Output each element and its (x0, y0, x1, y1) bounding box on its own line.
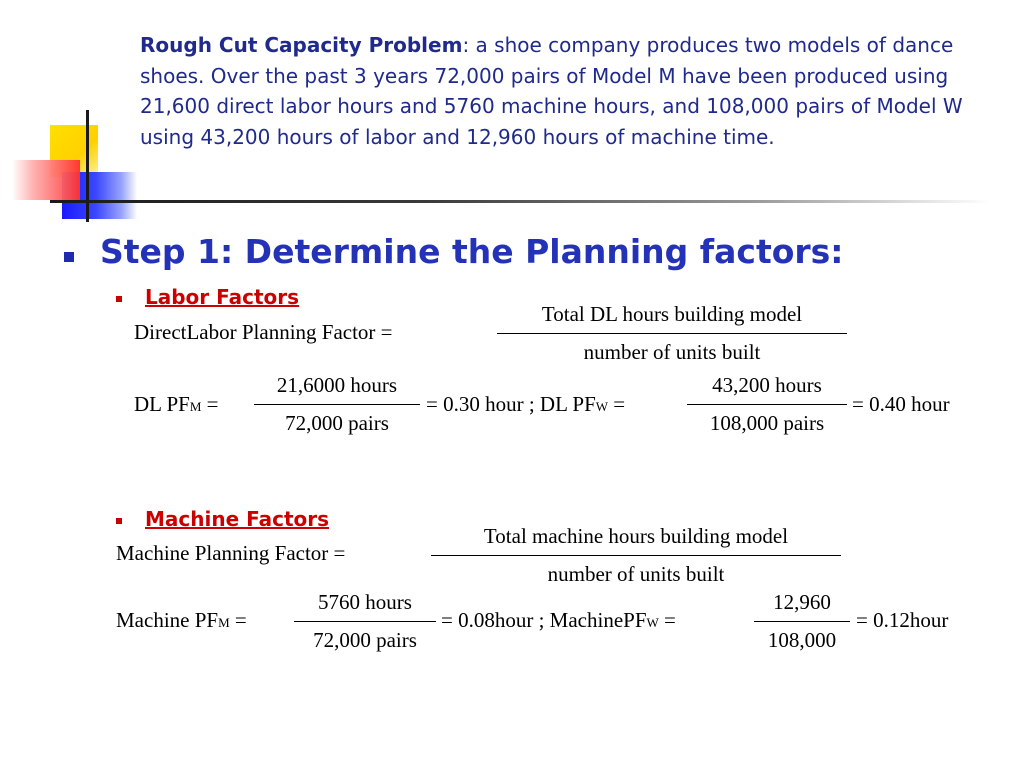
labor-def-fraction (497, 302, 847, 365)
labor-def-numerator: Total DL hours building model (497, 302, 847, 334)
machine-w-denominator: 108,000 (767, 628, 837, 652)
machine-w-fraction (754, 590, 850, 653)
machine-m-subscript: M (218, 615, 230, 630)
labor-m-result (426, 392, 625, 417)
labor-m-label (134, 392, 218, 417)
labor-w-fraction (687, 373, 847, 436)
labor-m-label-text: DL PF (134, 392, 190, 416)
machine-def-fraction (431, 524, 841, 587)
slide-title (140, 30, 1005, 152)
machine-w-equals: = (664, 608, 676, 632)
title-divider-line (50, 200, 990, 203)
machine-w-numerator: 12,960 (754, 590, 850, 622)
labor-m-result-text: = 0.30 hour ; DL PF (426, 392, 596, 416)
step-heading: Step 1: Determine the Planning factors: (100, 232, 844, 271)
machine-m-label-text: Machine PF (116, 608, 219, 632)
decorative-red-block (12, 160, 80, 200)
title-body: : a shoe company produces two models of dance shoes. Over the past 3 years 72,000 pairs of Model M have been produced using 21,600 direct labor hours and 5760 machine hours, and 108,000 pairs of Model W using 43,200 hours of labor and 12,960 hours of machine time. (140, 33, 963, 149)
labor-w-subscript: W (595, 399, 609, 414)
machine-m-denominator: 72,000 pairs (313, 628, 417, 652)
labor-m-subscript: M (189, 399, 202, 414)
labor-m-fraction (254, 373, 420, 436)
machine-def-numerator: Total machine hours building model (431, 524, 841, 556)
labor-m-numerator: 21,6000 hours (254, 373, 420, 405)
machine-m-equals: = (234, 608, 247, 632)
labor-w-equals: = (613, 392, 626, 416)
machine-m-result (441, 608, 676, 633)
machine-m-numerator: 5760 hours (294, 590, 436, 622)
machine-m-label (116, 608, 247, 633)
labor-factors-heading: Labor Factors (145, 285, 300, 309)
machine-m-fraction (294, 590, 436, 653)
machine-factors-heading: Machine Factors (145, 507, 330, 531)
labor-m-equals: = (206, 392, 219, 416)
machine-w-subscript: W (646, 615, 659, 630)
labor-def-label: DirectLabor Planning Factor = (134, 320, 393, 344)
sub-bullet-icon (116, 296, 122, 302)
decorative-vertical-line (86, 110, 89, 222)
labor-w-result: = 0.40 hour (852, 392, 950, 416)
machine-m-result-text: = 0.08hour ; MachinePF (441, 608, 647, 632)
labor-w-numerator: 43,200 hours (687, 373, 847, 405)
machine-def-label: Machine Planning Factor = (116, 541, 346, 565)
sub-bullet-icon (116, 518, 122, 524)
machine-w-result: = 0.12hour (856, 608, 949, 632)
title-bold: Rough Cut Capacity Problem (140, 33, 463, 57)
labor-w-denominator: 108,000 pairs (709, 411, 825, 435)
labor-m-denominator: 72,000 pairs (285, 411, 389, 435)
labor-def-denominator: number of units built (583, 340, 761, 364)
machine-def-denominator: number of units built (547, 562, 725, 586)
bullet-square-icon (64, 252, 74, 262)
